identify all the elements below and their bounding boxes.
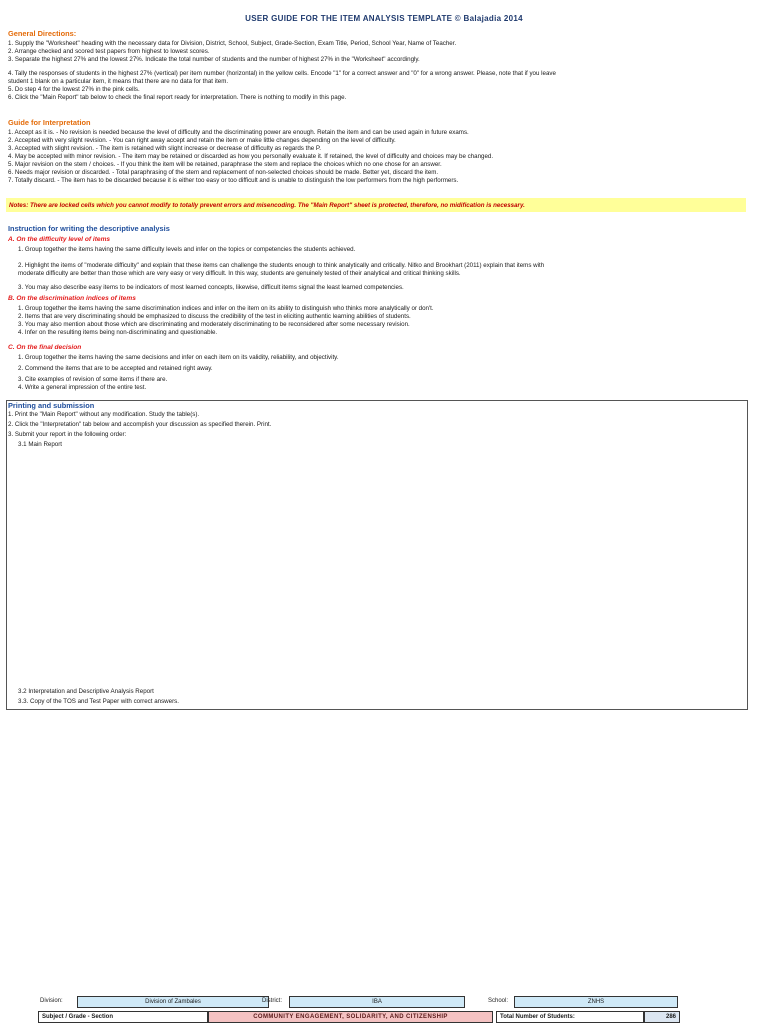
discrimination-item: 3. You may also mention about those which are discriminating and moderately discriminating to be reconsidered after some necessary revision. — [18, 321, 410, 328]
descriptive-heading: Instruction for writing the descriptive analysis — [8, 224, 170, 233]
notes-banner: Notes: There are locked cells which you cannot modify to totally prevent errors and misencoding. The "Main Report" sheet is protected, therefore, no midification is necessary. — [6, 198, 746, 212]
final-decision-item: 1. Group together the items having the same decisions and infer on each item on its validity, reliability, and objectivity. — [18, 354, 339, 361]
difficulty-item: 1. Group together the items having the same difficulty levels and infer on the topics or competencies the students achieved. — [18, 246, 356, 253]
district-label: District: — [262, 998, 282, 1004]
school-label: School: — [488, 998, 509, 1004]
total-students-value[interactable]: 286 — [644, 1011, 680, 1023]
total-students-label: Total Number of Students: — [496, 1011, 644, 1023]
general-item: 6. Click the "Main Report" tab below to check the final report ready for interpretation. There is nothing to modify in this page. — [8, 94, 347, 101]
printing-item: 3.3. Copy of the TOS and Test Paper with correct answers. — [18, 698, 179, 705]
general-directions-heading: General Directions: — [8, 29, 77, 38]
worksheet-header-strip — [0, 994, 768, 1024]
printing-item: 3. Submit your report in the following order: — [8, 431, 127, 438]
difficulty-item: moderate difficulty are better than those which are very easy or very difficult. In this way, students are genuinely tested of their analytical and critical thinking skills. — [18, 270, 461, 277]
district-field[interactable]: IBA — [289, 996, 465, 1008]
interpretation-heading: Guide for Interpretation — [8, 118, 91, 127]
printing-item: 3.1 Main Report — [18, 441, 63, 448]
printing-item: 3.2 Interpretation and Descriptive Analysis Report — [18, 688, 154, 695]
discrimination-item: 4. Infer on the resulting items being non-discriminating and questionable. — [18, 329, 218, 336]
interpretation-item: 2. Accepted with very slight revision. - You can right away accept and retain the item or make little changes depending on the level of difficulty. — [8, 137, 396, 144]
final-decision-item: 2. Commend the items that are to be accepted and retained right away. — [18, 365, 213, 372]
page-title: USER GUIDE FOR THE ITEM ANALYSIS TEMPLATE © Balajadia 2014 — [245, 14, 523, 23]
discrimination-item: 2. Items that are very discriminating should be emphasized to discuss the credibility of the test in eliciting authentic learning abilities of students. — [18, 313, 411, 320]
final-decision-item: 3. Cite examples of revision of some items if there are. — [18, 376, 168, 383]
general-item: 4. Tally the responses of students in the highest 27% (vertical) per item number (horizontal) in the yellow cells. Encode "1" for a correct answer and "0" for a wrong answer. Please, note that if you leave — [8, 70, 556, 77]
printing-item: 2. Click the "Interpretation" tab below and accomplish your discussion as specified therein. Print. — [8, 421, 272, 428]
discrimination-item: 1. Group together the items having the same discrimination indices and infer on the item on its ability to distinguish who thinks more analytically or don't. — [18, 305, 434, 312]
interpretation-item: 6. Needs major revision or discarded. - Total paraphrasing of the stem and replacement of non-selected choices should be made. Better yet, discard the item. — [8, 169, 439, 176]
interpretation-item: 4. May be accepted with minor revision. - The item may be retained or discarded as how you personally evaluate it. If retained, the level of difficulty and choices may be changed. — [8, 153, 494, 160]
final-decision-subheading: C. On the final decision — [8, 344, 82, 351]
general-item: 2. Arrange checked and scored test papers from highest to lowest scores. — [8, 48, 210, 55]
school-field[interactable]: ZNHS — [514, 996, 678, 1008]
general-item: 3. Separate the highest 27% and the lowest 27%. Indicate the total number of students and the number of highest 27% in the "Worksheet" accordingly. — [8, 56, 420, 63]
interpretation-item: 7. Totally discard. - The item has to be discarded because it is either too easy or too difficult and is unable to distinguish the low performers from the high performers. — [8, 177, 459, 184]
division-field[interactable]: Division of Zambales — [77, 996, 269, 1008]
final-decision-item: 4. Write a general impression of the entire test. — [18, 384, 147, 391]
difficulty-subheading: A. On the difficulty level of items — [8, 236, 111, 243]
interpretation-item: 3. Accepted with slight revision. - The item is retained with slight increase or decrease of difficulty as regards the P. — [8, 145, 321, 152]
interpretation-item: 1. Accept as it is. - No revision is needed because the level of difficulty and the discriminating power are enough. Retain the item and can be used again in future exams. — [8, 129, 469, 136]
interpretation-item: 5. Major revision on the stem / choices. - If you think the item will be retained, paraphrase the stem and replace the choices which no one chose for an answer. — [8, 161, 442, 168]
subject-label: Subject / Grade - Section — [38, 1011, 208, 1023]
printing-heading: Printing and submission — [8, 401, 95, 410]
subject-field[interactable]: COMMUNITY ENGAGEMENT, SOLIDARITY, AND CITIZENSHIP — [208, 1011, 493, 1023]
difficulty-item: 3. You may also describe easy items to be indicators of most learned concepts, likewise, difficult items signal the least learned competencies. — [18, 284, 404, 291]
printing-item: 1. Print the "Main Report" without any modification. Study the table(s). — [8, 411, 200, 418]
discrimination-subheading: B. On the discrimination indices of items — [8, 295, 136, 302]
general-item: 1. Supply the "Worksheet" heading with the necessary data for Division, District, School, Subject, Grade-Section, Exam Title, Period, School Year, Name of Teacher. — [8, 40, 457, 47]
general-item: student 1 blank on a particular item, it means that there are no data for that item. — [8, 78, 229, 85]
difficulty-item: 2. Highlight the items of "moderate difficulty" and explain that these items can challenge the students enough to think analytically and critically. Nitko and Brookhart (2011) explain that items with — [18, 262, 545, 269]
general-item: 5. Do step 4 for the lowest 27% in the pink cells. — [8, 86, 140, 93]
division-label: Division: — [40, 998, 63, 1004]
